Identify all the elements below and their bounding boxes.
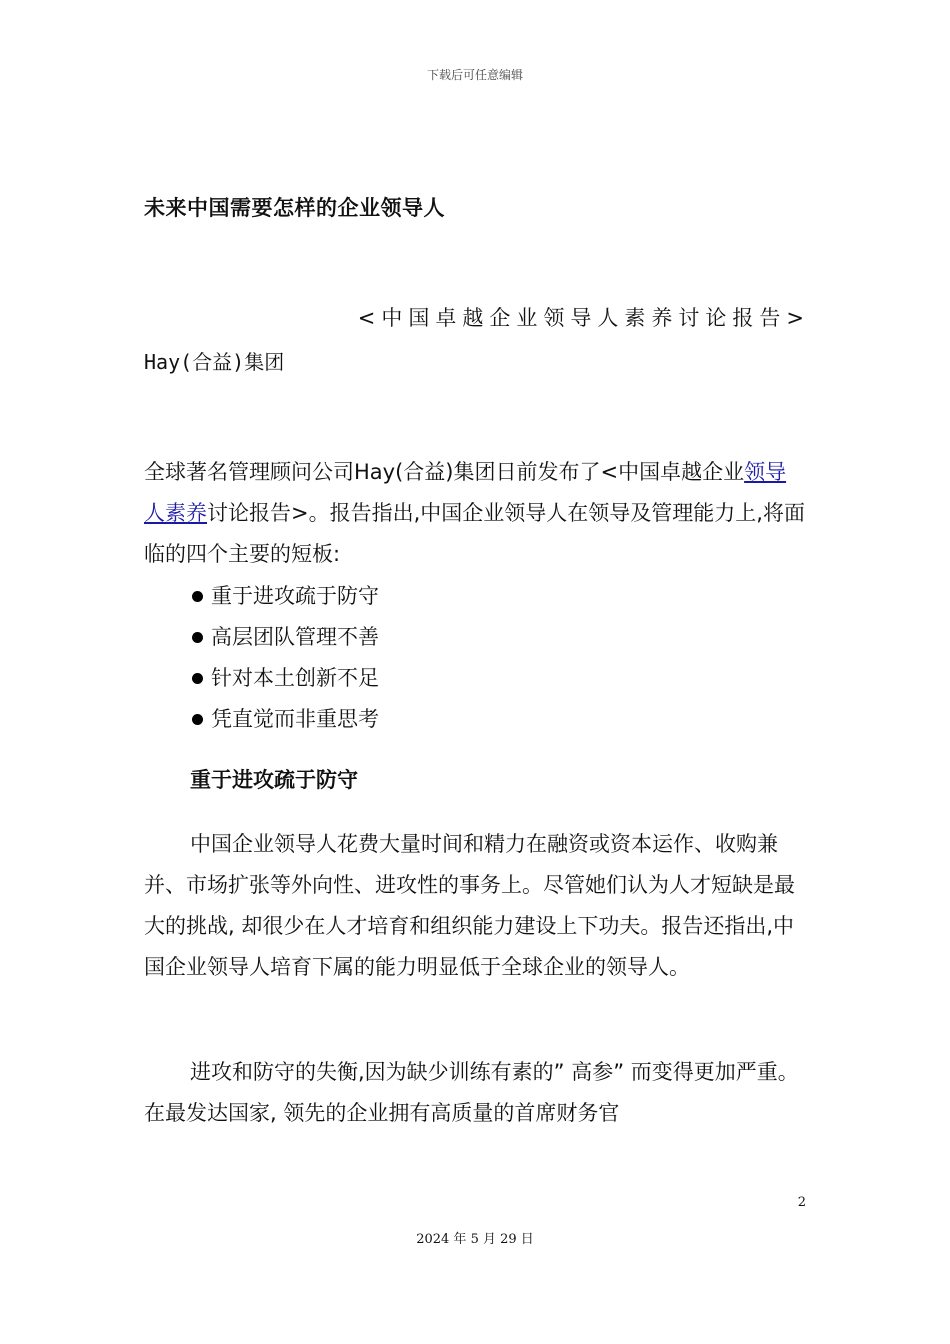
body-paragraph-2: 进攻和防守的失衡,因为缺少训练有素的” 高参” 而变得更加严重。在最发达国家, 领先的企业拥有高质量的首席财务官 [144, 1060, 799, 1125]
intro-paragraph [144, 452, 806, 575]
bullet-dot-icon [192, 591, 203, 602]
list-item [192, 699, 379, 740]
bullet-dot-icon [192, 632, 203, 643]
bullet-dot-icon [192, 714, 203, 725]
header-note: 下载后可任意编辑 [426, 68, 523, 82]
document-title: 未来中国需要怎样的企业领导人 [144, 196, 445, 220]
footer-date: 2024 年 5 月 29 日 [416, 1232, 534, 1247]
list-item [192, 617, 379, 658]
section-heading: 重于进攻疏于防守 [190, 768, 358, 792]
list-item [192, 576, 379, 617]
list-item-text: 针对本土创新不足 [211, 666, 379, 690]
intro-text-part2: 讨论报告>。报告指出,中国企业领导人在领导及管理能力上,将面临的四个主要的短板: [144, 501, 805, 566]
body-paragraph-1: 中国企业领导人花费大量时间和精力在融资或资本运作、收购兼并、市场扩张等外向性、进攻性的事务上。尽管她们认为人才短缺是最大的挑战, 却很少在人才培育和组织能力建设上下功夫。报告还指出,中国企业领导人培育下属的能力明显低于全球企业的领导人。 [144, 832, 795, 979]
bullet-dot-icon [192, 673, 203, 684]
list-item [192, 658, 379, 699]
list-item-text: 高层团队管理不善 [211, 625, 379, 649]
list-item-text: 重于进攻疏于防守 [211, 584, 379, 608]
organization-name: Hay(合益)集团 [144, 350, 285, 374]
intro-text-part1: 全球著名管理顾问公司Hay(合益)集团日前发布了<中国卓越企业 [144, 460, 745, 484]
list-item-text: 凭直觉而非重思考 [211, 707, 379, 731]
page-number: 2 [797, 1195, 806, 1210]
report-link[interactable]: 领导人素养 [144, 460, 787, 525]
shortcomings-list [192, 576, 379, 740]
document-subtitle: <中国卓越企业领导人素养讨论报告> [357, 306, 810, 330]
